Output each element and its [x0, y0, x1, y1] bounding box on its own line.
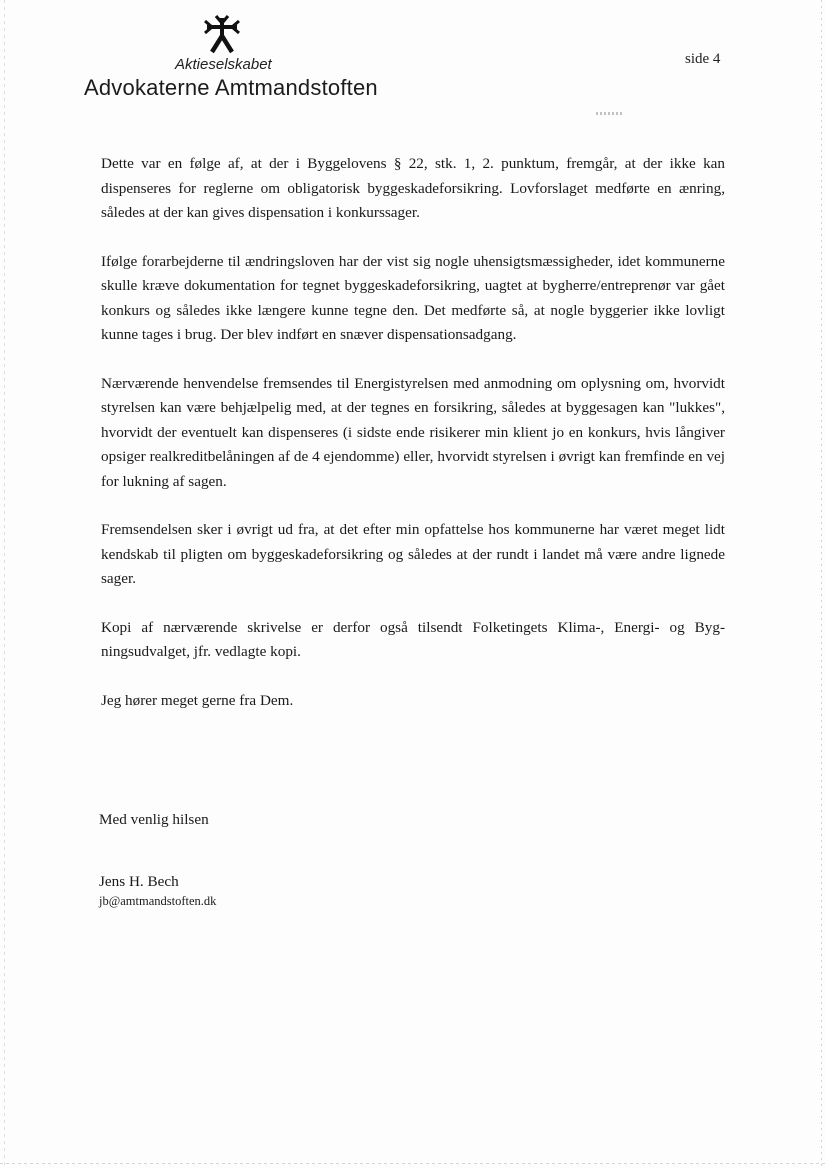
scan-artifact [596, 112, 624, 115]
company-form-label: Aktieselskabet [175, 56, 272, 73]
scan-edge-right [821, 0, 822, 1168]
paragraph: Fremsendelsen sker i øvrigt ud fra, at det efter min opfattelse hos kommunerne har været meget lidt kendskab til pligten om byggeskadeforsikring og således at der rundt i landet må være andre lignede sager. [101, 521, 725, 587]
paragraph: Jeg hører meget gerne fra Dem. [101, 691, 294, 709]
signatory-email: jb@amtmandstoften.dk [99, 894, 217, 908]
letter-body [101, 152, 725, 737]
signatory-name: Jens H. Bech [99, 873, 179, 890]
paragraph: Nærværende henvendelse fremsendes til Energistyrelsen med anmodning om oplysning om, hvorvidt styrelsen kan være behjælpelig med, at der tegnes en forsikring, således at byggesagen kan "lukkes", hvorvidt der eventuelt kan dispenseres (i sidste ende risikerer min klient jo en konkurs, hvis långiver opsiger realkreditbelåningen af de 4 ejendomme) eller, hvorvidt styrelsen i øvrigt kan fremfinde en vej for lukning af sagen. [101, 374, 725, 490]
crossed-arrows-logo-icon [204, 14, 240, 54]
paragraph: Dette var en følge af, at der i Byggelovens § 22, stk. 1, 2. punktum, fremgår, at der ikke kan dispenseres for reglerne om obligatorisk byggeskadeforsikring. Lovforslaget medførte en ænring, således at der kan gives dispensation i konkurssager. [101, 155, 725, 221]
scan-edge-bottom [0, 1163, 825, 1164]
paragraph: Kopi af nærværende skrivelse er derfor også tilsendt Folketingets Klima-, Energi- og Bygningsudvalget, jfr. vedlagte kopi. [101, 618, 725, 660]
page-number: side 4 [685, 51, 721, 67]
paragraph: Ifølge forarbejderne til ændringsloven har der vist sig nogle uhensigtsmæssigheder, idet kommunerne skulle kræve dokumentation for tegnet byggeskadeforsikring, uagtet at bygherre/entreprenør var gået konkurs og således ikke længere kunne tegne den. Det medførte så, at nogle byggerier ikke lovligt kunne tages i brug. Der blev indført en snæver dispensationsadgang. [101, 252, 725, 343]
company-name: Advokaterne Amtmandstoften [84, 75, 378, 100]
closing-salutation: Med venlig hilsen [99, 811, 209, 828]
scan-edge-left [4, 0, 5, 1168]
